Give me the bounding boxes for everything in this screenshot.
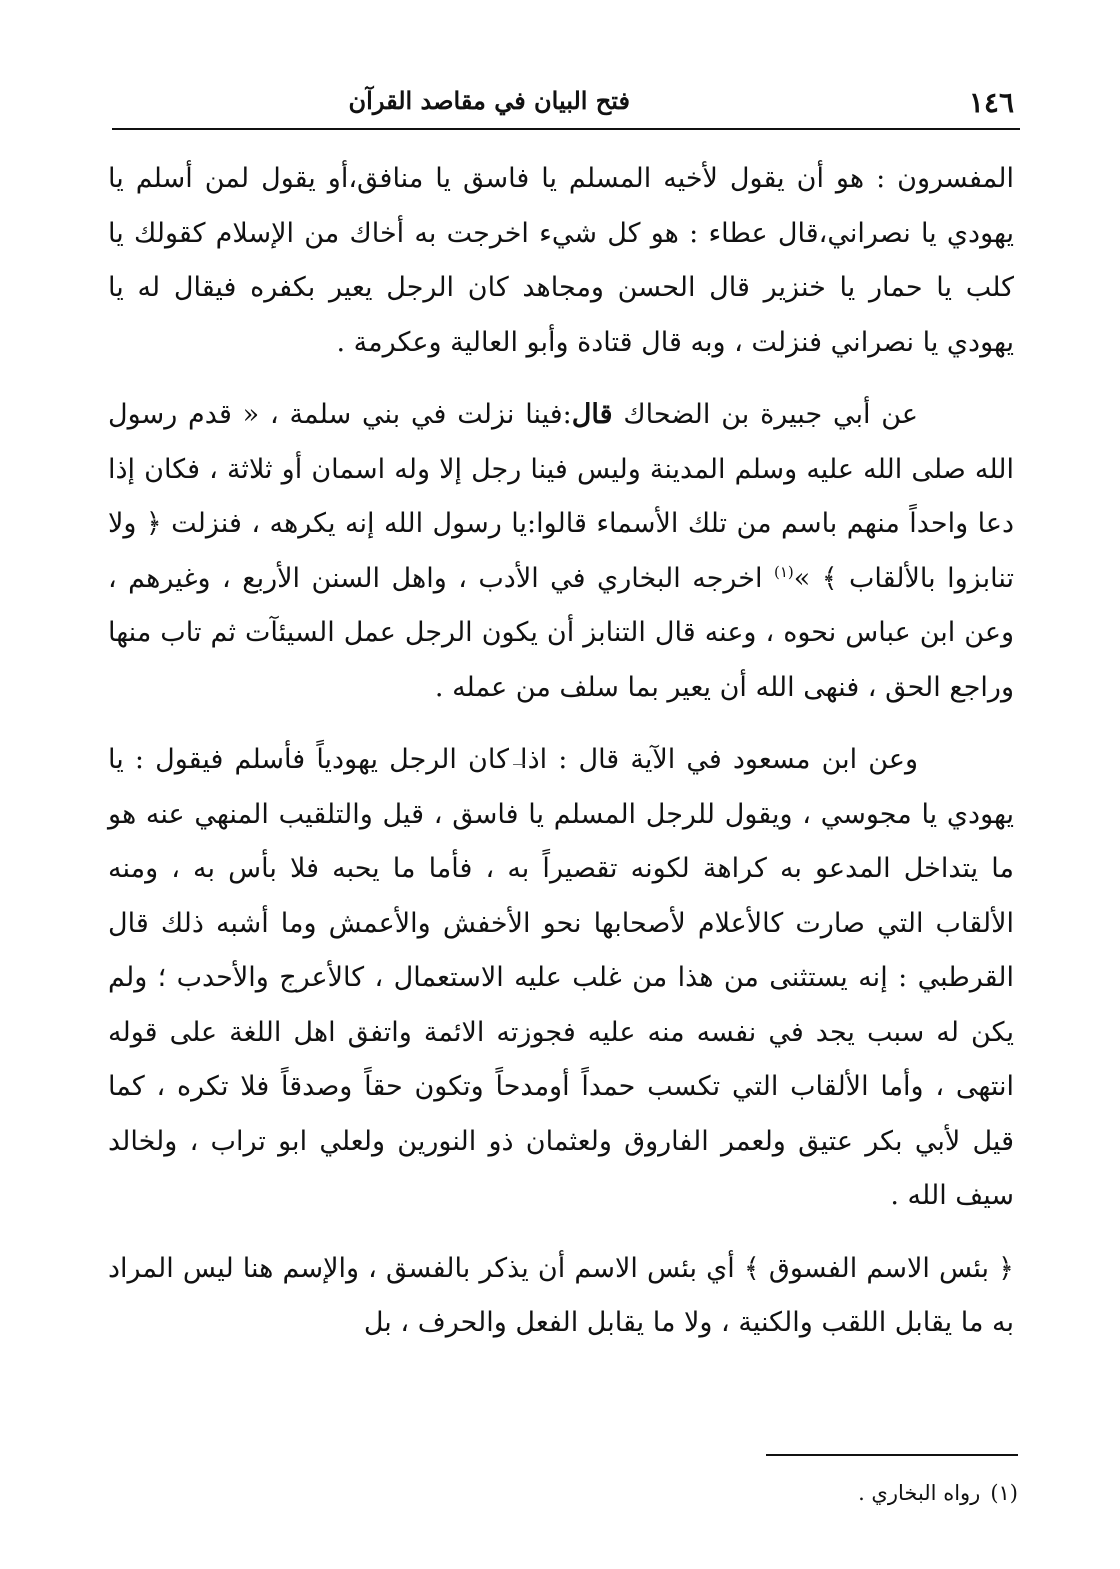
paragraph-2 [108,388,1014,715]
footnote-rule [766,1454,1018,1456]
footnote [418,1478,1018,1508]
running-title: فتح البيان في مقاصد القرآن [348,86,630,115]
page-body [108,152,1014,1351]
footnote-marker: (١) [990,1481,1018,1505]
header-rule [112,128,1020,130]
footnote-text: رواه البخاري . [858,1481,981,1505]
page-header [112,78,1020,130]
paragraph-2-closing: اخرجه البخاري في الأدب ، واهل السنن الأربع ، وغيرهم ، وعن ابن عباس نحوه ، وعنه قال التنابز أن يكون الرجل عمل السيئآت ثم تاب منها وراجع الحق ، فنهى الله أن يعير بما سلف من عمله . [108,562,1014,703]
paragraph-3: وعن ابن مسعود في الآية قال : اذا كان الرجل يهودياً فأسلم فيقول : يا يهودي يا مجوسي ، ويقول للرجل المسلم يا فاسق ، قيل والتلقيب المنهي عنه هو ما يتداخل المدعو به كراهة لكونه تقصيراً به ، فأما ما يحبه فلا بأس به ، ومنه الألقاب التي صارت كالأعلام لأصحابها نحو الأخفش والأعمش وما أشبه ذلك قال القرطبي : إنه يستثنى من هذا من غلب عليه الاستعمال ، كالأعرج والأحدب ؛ ولم يكن له سبب يجد في نفسه منه عليه فجوزته الائمة واتفق اهل اللغة على قوله انتهى ، وأما الألقاب التي تكسب حمداً أومدحاً وتكون حقاً وصدقاً فلا تكره ، كما قيل لأبي بكر عتيق ولعمر الفاروق ولعثمان ذو النورين ولعلي ابو تراب ، ولخالد سيف الله . [108,744,1014,1211]
page-number: ١٤٦ [968,86,1014,119]
paragraph-1: المفسرون : هو أن يقول لأخيه المسلم يا فاسق يا منافق،أو يقول لمن أسلم يا يهودي يا نصراني،قال عطاء : هو كل شيء اخرجت به أخاك من الإسلام كقولك يا كلب يا حمار يا خنزير قال الحسن ومجاهد كان الرجل يعير بكفره فيقال له يا يهودي يا نصراني فنزلت ، وبه قال قتادة وأبو العالية وعكرمة . [108,163,1014,358]
paragraph-4: ﴿ بئس الاسم الفسوق ﴾ أي بئس الاسم أن يذكر بالفسق ، والإسم هنا ليس المراد به ما يقابل اللقب والكنية ، ولا ما يقابل الفعل والحرف ، بل [108,1252,1014,1338]
scan-mark [513,764,525,765]
paragraph-2-hadith: :فينا نزلت في بني سلمة ، « قدم رسول الله صلى الله عليه وسلم المدينة وليس فينا رجل إلا وله اسمان أو ثلاثة ، فكان إذا دعا واحداً منهم باسم من تلك الأسماء قالوا:يا رسول الله إنه يكرهه ، فنزلت ﴿ ولا تنابزوا بالألقاب ﴾ » [108,399,1014,594]
footnote-reference[interactable]: (١) [773,562,794,581]
paragraph-2-opening: عن أبي جبيرة بن الضحاك [623,399,918,430]
paragraph-2-bold-word: قال [571,399,613,430]
